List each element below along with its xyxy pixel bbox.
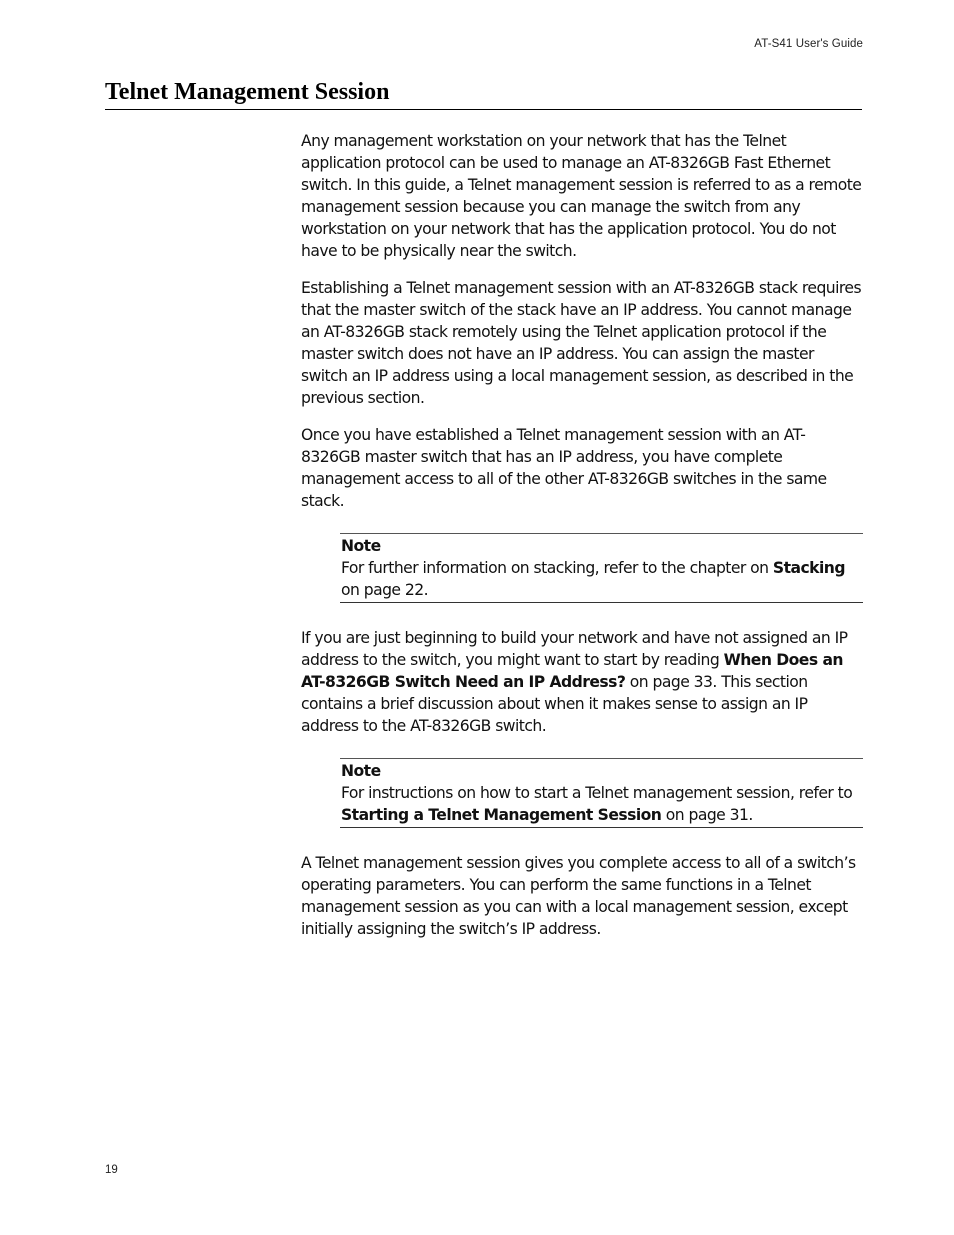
paragraph-full-parameter-access: A Telnet management session gives you complete access to all of a switch’s operating parameters. You can perform the same functions in a Telnet management session as you can with a local management session, except initially assigning the switch’s IP address. (301, 854, 856, 938)
running-header-guide-title: AT-S41 User's Guide (754, 38, 863, 50)
paragraph-ip-address-guidance (301, 627, 862, 737)
note-text (341, 784, 852, 824)
note-heading: Note (341, 762, 381, 780)
body-column (301, 130, 862, 955)
page-number: 19 (105, 1164, 118, 1176)
cross-reference-stacking[interactable]: Stacking (772, 559, 845, 577)
note-stacking (340, 533, 863, 603)
note-text-after: on page 22. (341, 581, 429, 599)
paragraph-text-after: on page 33. This section contains a brief discussion about when it makes sense to assign an IP address to the AT-8326GB switch. (301, 673, 808, 735)
note-text-before: For further information on stacking, refer to the chapter on (341, 559, 773, 577)
paragraph-telnet-overview: Any management workstation on your network that has the Telnet application protocol can be used to manage an AT-8326GB Fast Ethernet switch. In this guide, a Telnet management session is referred to as a remote management session because you can manage the switch from any workstation on your network that has the application protocol. You do not have to be physically near the switch. (301, 132, 862, 260)
paragraph-complete-access: Once you have established a Telnet management session with an AT-8326GB master switch that has an IP address, you have complete management access to all of the other AT-8326GB switches in the same stack. (301, 426, 827, 510)
note-text (341, 559, 845, 599)
paragraph-text-before: If you are just beginning to build your network and have not assigned an IP address to the switch, you might want to start by reading (301, 629, 848, 669)
cross-reference-ip-address[interactable]: When Does an AT-8326GB Switch Need an IP Address? (301, 651, 843, 691)
section-title: Telnet Management Session (105, 76, 862, 110)
note-text-after: on page 31. (661, 806, 753, 824)
paragraph-stack-ip-requirement: Establishing a Telnet management session with an AT-8326GB stack requires that the master switch of the stack have an IP address. You cannot manage an AT-8326GB stack remotely using the Telnet application protocol if the master switch does not have an IP address. You can assign the master switch an IP address using a local management session, as described in the previous section. (301, 279, 862, 407)
cross-reference-starting-telnet[interactable]: Starting a Telnet Management Session (341, 806, 662, 824)
note-starting-telnet (340, 758, 863, 828)
note-text-before: For instructions on how to start a Telnet management session, refer to (341, 784, 853, 802)
note-heading: Note (341, 537, 381, 555)
